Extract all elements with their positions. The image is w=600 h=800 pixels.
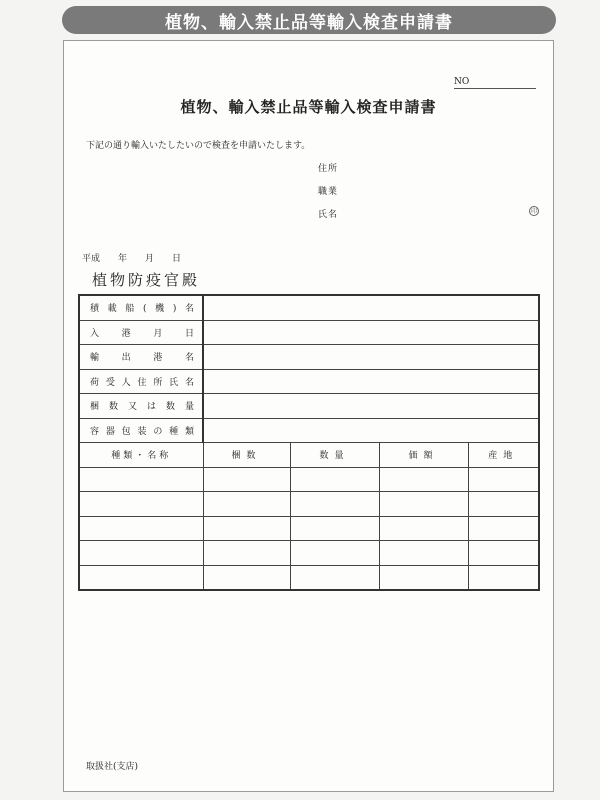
date-era: 平成 bbox=[82, 254, 101, 264]
cell[interactable] bbox=[79, 565, 203, 590]
table-row bbox=[79, 565, 539, 590]
cell[interactable] bbox=[468, 541, 539, 566]
cell[interactable] bbox=[290, 467, 379, 492]
column-header-row bbox=[79, 443, 539, 468]
cell[interactable] bbox=[379, 492, 468, 517]
table-row bbox=[79, 295, 539, 320]
cell[interactable] bbox=[468, 516, 539, 541]
date-line bbox=[82, 251, 181, 264]
cell[interactable] bbox=[290, 516, 379, 541]
cell[interactable] bbox=[79, 516, 203, 541]
column-header-quantity: 数量 bbox=[290, 443, 379, 468]
cell[interactable] bbox=[468, 492, 539, 517]
cell[interactable] bbox=[203, 516, 290, 541]
table-row bbox=[79, 394, 539, 419]
table-row bbox=[79, 369, 539, 394]
cell[interactable] bbox=[203, 492, 290, 517]
table-row bbox=[79, 492, 539, 517]
row-label: 容器包装の種類 bbox=[79, 418, 203, 443]
cell[interactable] bbox=[203, 541, 290, 566]
row-value-field[interactable] bbox=[203, 345, 539, 370]
application-form-sheet bbox=[63, 40, 554, 792]
cell[interactable] bbox=[290, 541, 379, 566]
column-header-packages: 梱数 bbox=[203, 443, 290, 468]
column-header-type-name: 種類・名称 bbox=[79, 443, 203, 468]
table-row bbox=[79, 345, 539, 370]
cell[interactable] bbox=[468, 565, 539, 590]
row-value-field[interactable] bbox=[203, 320, 539, 345]
cell[interactable] bbox=[379, 541, 468, 566]
address-label: 住所 bbox=[318, 164, 339, 174]
row-value-field[interactable] bbox=[203, 295, 539, 320]
table-row bbox=[79, 516, 539, 541]
intro-text: 下記の通り輸入いたしたいので検査を申請いたします。 bbox=[86, 141, 311, 151]
cell[interactable] bbox=[203, 565, 290, 590]
table-row bbox=[79, 418, 539, 443]
row-value-field[interactable] bbox=[203, 418, 539, 443]
row-label: 荷受人住所氏名 bbox=[79, 369, 203, 394]
cell[interactable] bbox=[379, 467, 468, 492]
handling-agent-label: 取扱社(支店) bbox=[86, 762, 139, 772]
cell[interactable] bbox=[79, 492, 203, 517]
date-day: 日 bbox=[172, 254, 182, 264]
row-value-field[interactable] bbox=[203, 394, 539, 419]
number-field-label: NO bbox=[454, 77, 536, 89]
row-label: 輸出港名 bbox=[79, 345, 203, 370]
document-title: 植物、輸入禁止品等輸入検査申請書 bbox=[180, 98, 437, 116]
table-row bbox=[79, 467, 539, 492]
cell[interactable] bbox=[79, 467, 203, 492]
cell[interactable] bbox=[290, 565, 379, 590]
table-row bbox=[79, 541, 539, 566]
row-value-field[interactable] bbox=[203, 369, 539, 394]
cell[interactable] bbox=[290, 492, 379, 517]
seal-mark-icon: 印 bbox=[530, 208, 537, 215]
name-label: 氏名 bbox=[318, 210, 339, 220]
row-label: 入港月日 bbox=[79, 320, 203, 345]
column-header-origin: 産地 bbox=[468, 443, 539, 468]
cell[interactable] bbox=[379, 516, 468, 541]
occupation-label: 職業 bbox=[318, 187, 339, 197]
table-row bbox=[79, 320, 539, 345]
banner-title: 植物、輸入禁止品等輸入検査申請書 bbox=[62, 6, 556, 34]
date-year: 年 bbox=[118, 254, 128, 264]
row-label: 梱数又は数量 bbox=[79, 394, 203, 419]
cell[interactable] bbox=[379, 565, 468, 590]
row-label: 積載船(機)名 bbox=[79, 295, 203, 320]
addressee: 植物防疫官殿 bbox=[92, 271, 201, 289]
date-month: 月 bbox=[145, 254, 155, 264]
cell[interactable] bbox=[203, 467, 290, 492]
inspection-form-table bbox=[78, 294, 540, 591]
cell[interactable] bbox=[79, 541, 203, 566]
column-header-value: 価額 bbox=[379, 443, 468, 468]
cell[interactable] bbox=[468, 467, 539, 492]
